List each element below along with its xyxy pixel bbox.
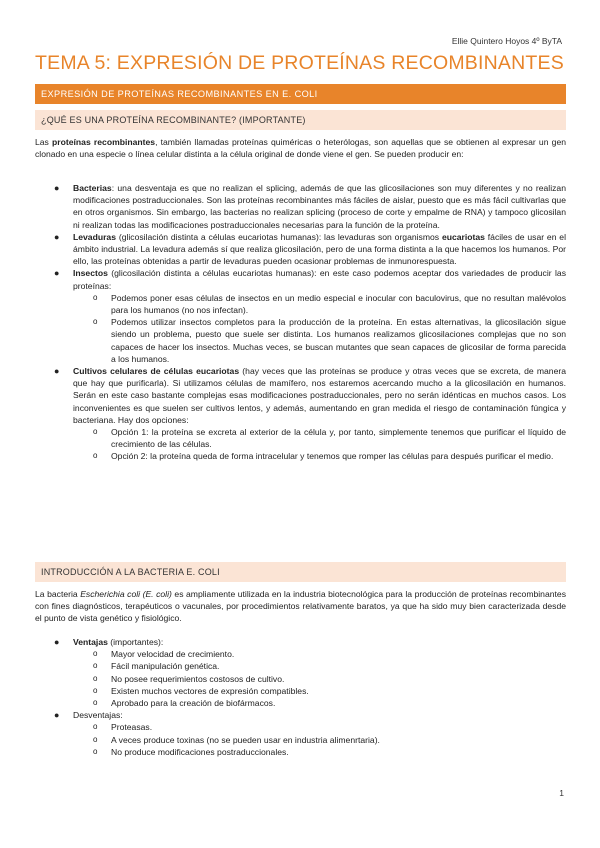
ventajas-sublist [73,648,566,709]
sub-bullet-icon: o [93,746,98,756]
list-item [73,721,566,733]
desventajas-sublist [73,721,566,758]
sub-bullet-icon: o [93,734,98,744]
sub-bullet-icon: o [93,317,98,327]
pros-cons-list [35,636,566,758]
intro-post: , también llamadas proteínas quiméricas o heterólogas, son aquellas que se obtienen al expresar un gen clonado en una especie o línea celular distinta a la célula original de donde viene el gen. Se pueden producir en: [35,137,567,160]
bacterias-label: Bacterias [73,183,112,193]
sub-bullet-icon: o [93,451,98,461]
insectos-sublist [73,292,566,365]
insectos-sub-2: Podemos utilizar insectos completos para la producción de la proteína. En estas alternativas, la glicosilación sigue siendo un problema, puesto que suele ser distinta. Los humanos realizamos glicosilaciones complejas que no son capaces de hacer los insectos. Muchas veces, se buscan mutantes que sean capaces de glicosilar de forma parecida a los humanos. [111,317,566,364]
intro-bold: proteínas recombinantes [52,137,156,147]
list-item [73,673,566,685]
sub-bullet-icon: o [93,661,98,671]
bullet-icon: ● [54,268,60,279]
list-item [73,660,566,672]
ventaja-item: Fácil manipulación genética. [111,661,220,672]
sub-bullet-icon: o [93,685,98,695]
bullet-icon: ● [54,366,60,377]
list-item-ventajas [35,636,566,709]
author-header: Ellie Quintero Hoyos 4º ByTA [451,36,562,46]
subsection-heading-introduccion: INTRODUCCIÓN A LA BACTERIA E. COLI [35,562,566,582]
desventaja-item: No produce modificaciones postraduccionales. [111,746,289,757]
desventaja-item: A veces produce toxinas (no se pueden usar en industria alimenrtaria). [111,734,380,745]
bacteria-pre: La bacteria [35,589,81,599]
sub-bullet-icon: o [93,292,98,302]
subsection-heading-que-es: ¿QUÉ ES UNA PROTEÍNA RECOMBINANTE? (IMPORTANTE) [35,110,566,130]
list-item-desventajas [35,709,566,758]
list-item [73,426,566,450]
sub-bullet-icon: o [93,649,98,659]
sub-bullet-icon: o [93,722,98,732]
list-item [73,746,566,758]
bullet-icon: ● [54,183,60,193]
list-item-cultivos [35,365,566,463]
list-item-levaduras [35,231,566,268]
cultivos-sub-2: Opción 2: la proteína queda de forma intracelular y tenemos que romper las células para después purificar el medio. [111,451,554,462]
list-item [73,648,566,660]
cultivos-sublist [73,426,566,463]
levaduras-text-1: (glicosilación distinta a células eucariotas humanas): las levaduras son organismos [116,231,442,242]
bacteria-paragraph [35,588,566,625]
list-item [73,734,566,746]
bacteria-post: es ampliamente utilizada en la industria biotecnológica para la producción de proteínas recombinantes con fines diagnósticos, terapéuticos o vacunales, por procedimientos relativamente baratos, ya que ha sido muy bien caracterizada desde el punto de vista genético y fisiológico. [35,589,566,624]
bullet-icon: ● [54,231,60,242]
cultivos-sub-1: Opción 1: la proteína se excreta al exterior de la célula y, por tanto, simplemente tenemos que purificar el líquido de crecimiento de las células. [111,427,566,450]
insectos-sub-1: Podemos poner esas células de insectos en un medio especial e inocular con baculovirus, que no resultan malévolos para los humanos (no nos infectan). [111,292,566,316]
desventajas-label: Desventajas: [73,710,123,721]
page-number: 1 [559,788,564,798]
hosts-list [35,182,566,463]
ventajas-text: (importantes): [107,637,164,647]
sub-bullet-icon: o [93,427,98,437]
cultivos-text: (hay veces que las proteínas se produce y otras veces que se excreta, de manera que hay que purificarla). Si utilizamos células de mamífero, nos estaremos acercando mucho a la glicosilación en humanos. Serán en este caso bastante complejas esas modificaciones postraduccionales, pero no serán idénticas en muchos casos. Los inconvenientes es que suelen ser cultivos lentos, y además, aumentando en gran medida el riesgo de contaminación fúngica y bacteriana. Hay dos opciones: [73,366,566,425]
levaduras-text-2: fáciles de usar en el ámbito industrial. La levadura además sí que realiza glicosilación, pero de una forma distinta a la que hacemos los humanos. Por ello, las proteínas obtenidas a partir de levaduras pueden ocasionar problemas de inmunorespuesta. [73,231,566,267]
bullet-icon: ● [54,710,60,721]
sub-bullet-icon: o [93,698,98,708]
insectos-text: (glicosilación distinta a células eucariotas humanas): en este caso podemos aceptar dos variedades de producir las proteínas: [73,268,566,291]
list-item [73,450,566,462]
ventaja-item: No posee requerimientos costosos de cultivo. [111,673,285,684]
ventaja-item: Aprobado para la creación de biofármacos. [111,698,276,709]
list-item-insectos [35,267,566,365]
list-item [73,697,566,709]
levaduras-label: Levaduras [73,231,116,242]
list-item [73,292,566,316]
list-item [73,316,566,365]
intro-pre: Las [35,137,53,147]
ventajas-label: Ventajas [73,637,108,647]
bacterias-text: : una desventaja es que no realizan el splicing, además de que las glicosilaciones son muy diferentes y no realizan modificaciones postraduccionales. Son las proteínas recombinantes más fáciles de aislar, puesto que es más fácil cultivarlas que en otros organismos. Sin embargo, las bacterias no realizan splicing (proceso de corte y empalme de RNA) y tampoco glicosilan ni realizan todas las modificaciones postraduccionales necesarias para la función de la proteína. [73,183,566,230]
section-heading-expresion: EXPRESIÓN DE PROTEÍNAS RECOMBINANTES EN E. COLI [35,84,566,104]
list-item [73,685,566,697]
list-item-bacterias [35,182,566,231]
ventaja-item: Mayor velocidad de crecimiento. [111,649,235,660]
bacteria-italic: Escherichia coli (E. coli) [80,589,172,599]
ventaja-item: Existen muchos vectores de expresión compatibles. [111,685,309,696]
intro-paragraph [35,136,566,160]
bullet-icon: ● [54,637,60,647]
levaduras-bold-2: eucariotas [441,231,485,242]
desventaja-item: Proteasas. [111,722,153,733]
cultivos-label: Cultivos celulares de células eucariotas [73,366,240,377]
page-title: TEMA 5: EXPRESIÓN DE PROTEÍNAS RECOMBINANTES [35,52,564,74]
sub-bullet-icon: o [93,673,98,683]
insectos-label: Insectos [73,268,108,279]
